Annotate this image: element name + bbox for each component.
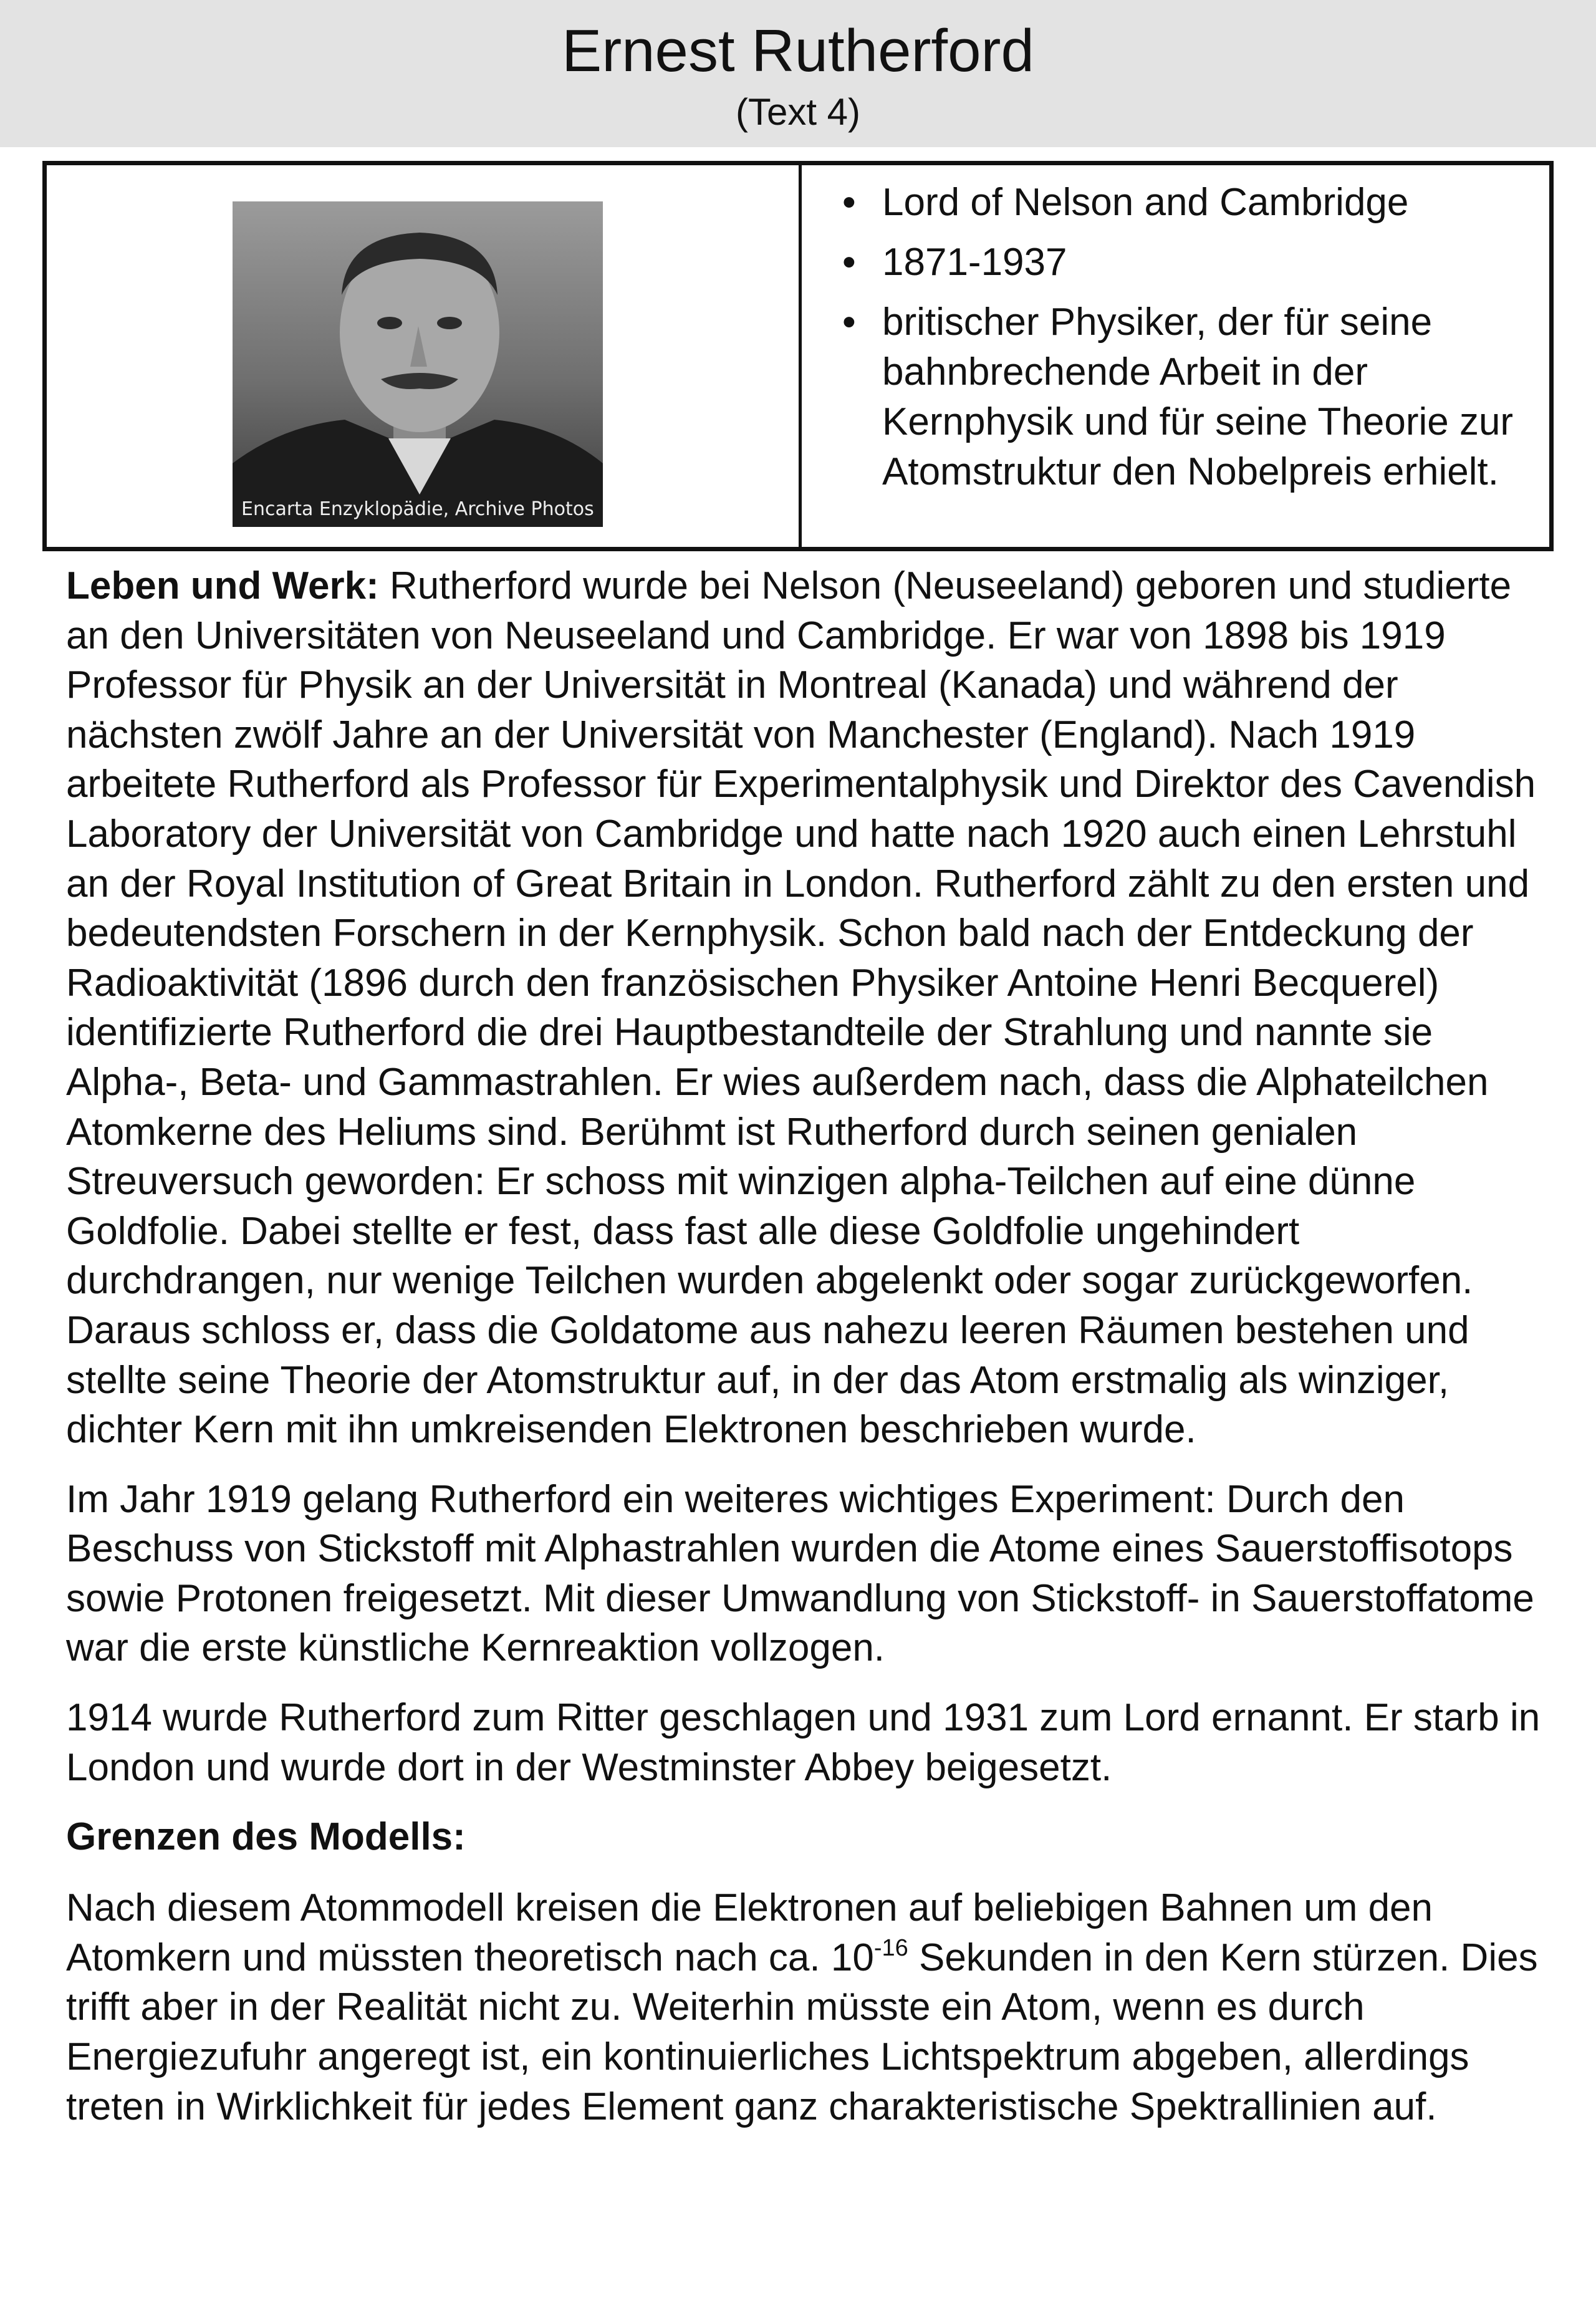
life-text: Rutherford wurde bei Nelson (Neuseeland) geboren und studierte an den Universitäten von Neuseeland und Cambridge. Er war von 1898 bis 1919 Professor für Physik an der Universität in Montreal (Kanada) und während der nächsten zwölf Jahre an der Universität von Manchester (England). Nach 1919 arbeitete Rutherford als Professor für Experimentalphysik und Direktor des Cavendish Laboratory der Universität von Cambridge und hatte nach 1920 auch einen Lehrstuhl an der Royal Institution of Great Britain in London. Rutherford zählt zu den ersten und bedeutendsten Forschern in der Kernphysik. Schon bald nach der Entdeckung der Radioaktivität (1896 durch den französischen Physiker Antoine Henri Becquerel) identifizierte Rutherford die drei Hauptbestandteile der Strahlung und nannte sie Alpha-, Beta- und Gammastrahlen. Er wies außerdem nach, dass die Alphateilchen Atomkerne des Heliums sind. Berühmt ist Rutherford durch seinen genialen Streuversuch geworden: Er schoss mit winzigen alpha-Teilchen auf eine dünne Goldfolie. Dabei stellte er fest, dass fast alle diese Goldfolie ungehindert durchdrangen, nur wenige Teilchen wurden abgelenkt oder sogar zurückgeworfen. Daraus schloss er, dass die Goldatome aus nahezu leeren Räumen bestehen und stellte seine Theorie der Atomstruktur auf, in der das Atom erstmalig als winziger, dichter Kern mit ihn umkreisenden Elektronen beschrieben wurde. [66, 564, 1536, 1452]
limits-exponent: -16 [873, 1934, 908, 1961]
info-box [42, 161, 1554, 551]
fact-item-title: • Lord of Nelson and Cambridge [824, 178, 1534, 228]
fact-item-description: • britischer Physiker, der für seine bahnbrechende Arbeit in der Kernphysik und für seine Theorie zur Atomstruktur den Nobelpreis erhielt. [824, 297, 1534, 497]
limits-text-a: Nach diesem Atommodell kreisen die Elektronen auf beliebigen Bahnen um den Atomkern und müssten theoretisch nach ca. 10 [66, 1886, 1433, 1979]
life-heading: Leben und Werk: [66, 564, 379, 607]
paragraph-1919: Im Jahr 1919 gelang Rutherford ein weiteres wichtiges Experiment: Durch den Beschuss von Stickstoff mit Alphastrahlen wurden die Atome eines Sauerstoffisotops sowie Protonen freigesetzt. Mit dieser Umwandlung von Stickstoff- in Sauerstoffatome war die erste künstliche Kernreaktion vollzogen. [66, 1477, 1534, 1670]
page-subtitle: (Text 4) [735, 91, 861, 133]
paragraph-honors: 1914 wurde Rutherford zum Ritter geschlagen und 1931 zum Lord ernannt. Er starb in London und wurde dort in der Westminster Abbey beigesetzt. [66, 1696, 1541, 1789]
body-text [66, 561, 1550, 2151]
portrait-photo [233, 201, 603, 527]
portrait-caption: Encarta Enzyklopädie, Archive Photos [241, 498, 594, 520]
limits-heading: Grenzen des Modells: [66, 1815, 466, 1859]
life-paragraph [66, 561, 1550, 1455]
fact-item-lifespan: • 1871-1937 [824, 238, 1534, 287]
portrait-illustration [233, 201, 603, 527]
infobox-divider [799, 165, 802, 547]
page-header [0, 0, 1596, 147]
limits-paragraph [66, 1883, 1550, 2131]
page-title: Ernest Rutherford [562, 17, 1034, 84]
limits-text-b: Sekunden in den Kern stürzen. Dies trifft aber in der Realität nicht zu. Weiterhin müsste ein Atom, wenn es durch Energiezufuhr angeregt ist, ein kontinuierliches Lichtspektrum abgeben, allerdings treten in Wirklichkeit für jedes Element ganz charakteristische Spektrallinien auf. [66, 1936, 1538, 2128]
facts-list [824, 178, 1534, 507]
